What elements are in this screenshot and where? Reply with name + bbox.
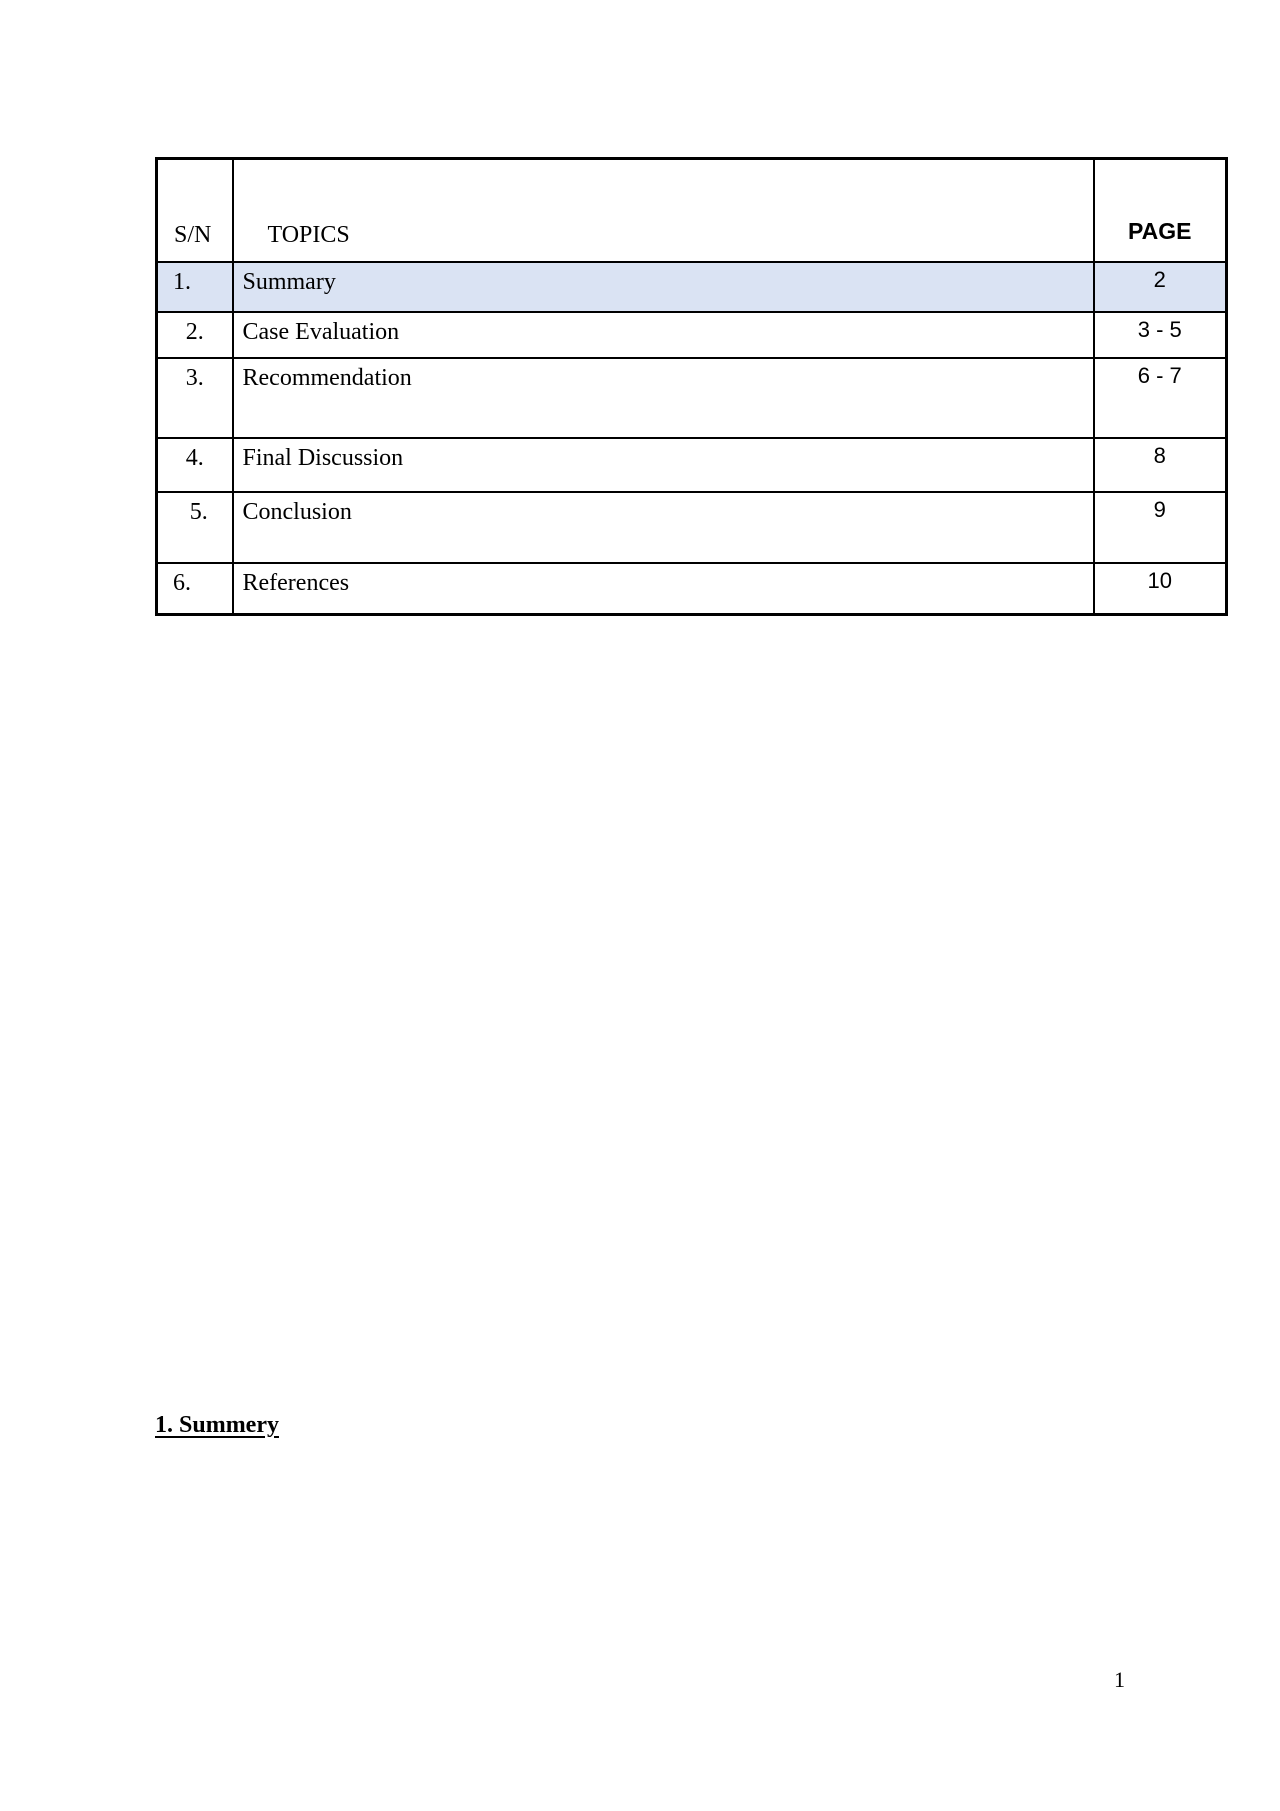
toc-page: 8 (1094, 438, 1227, 492)
toc-sn: 5. (157, 492, 233, 563)
table-row (157, 312, 1227, 358)
toc-topic: Final Discussion (233, 438, 1094, 492)
toc-page: 10 (1094, 563, 1227, 615)
toc-page: 2 (1094, 262, 1227, 312)
section-heading-summary: 1. Summery (155, 1412, 279, 1438)
toc-header-sn: S/N (157, 159, 233, 262)
table-row (157, 262, 1227, 312)
toc-topic: References (233, 563, 1094, 615)
toc-page: 9 (1094, 492, 1227, 563)
toc-topic: Case Evaluation (233, 312, 1094, 358)
table-row (157, 563, 1227, 615)
toc-topic: Recommendation (233, 358, 1094, 438)
toc-topic: Summary (233, 262, 1094, 312)
toc-sn: 3. (157, 358, 233, 438)
toc-page: 6 - 7 (1094, 358, 1227, 438)
toc-sn: 2. (157, 312, 233, 358)
table-row (157, 438, 1227, 492)
table-row (157, 492, 1227, 563)
toc-sn: 4. (157, 438, 233, 492)
table-of-contents (155, 157, 1228, 616)
toc-topic: Conclusion (233, 492, 1094, 563)
toc-header-topics: TOPICS (233, 159, 1094, 262)
table-row (157, 358, 1227, 438)
toc-header-row (157, 159, 1227, 262)
toc-header-page: PAGE (1094, 159, 1227, 262)
toc-page: 3 - 5 (1094, 312, 1227, 358)
page-number: 1 (1114, 1667, 1125, 1692)
toc-sn: 1. (157, 262, 233, 312)
toc-sn: 6. (157, 563, 233, 615)
